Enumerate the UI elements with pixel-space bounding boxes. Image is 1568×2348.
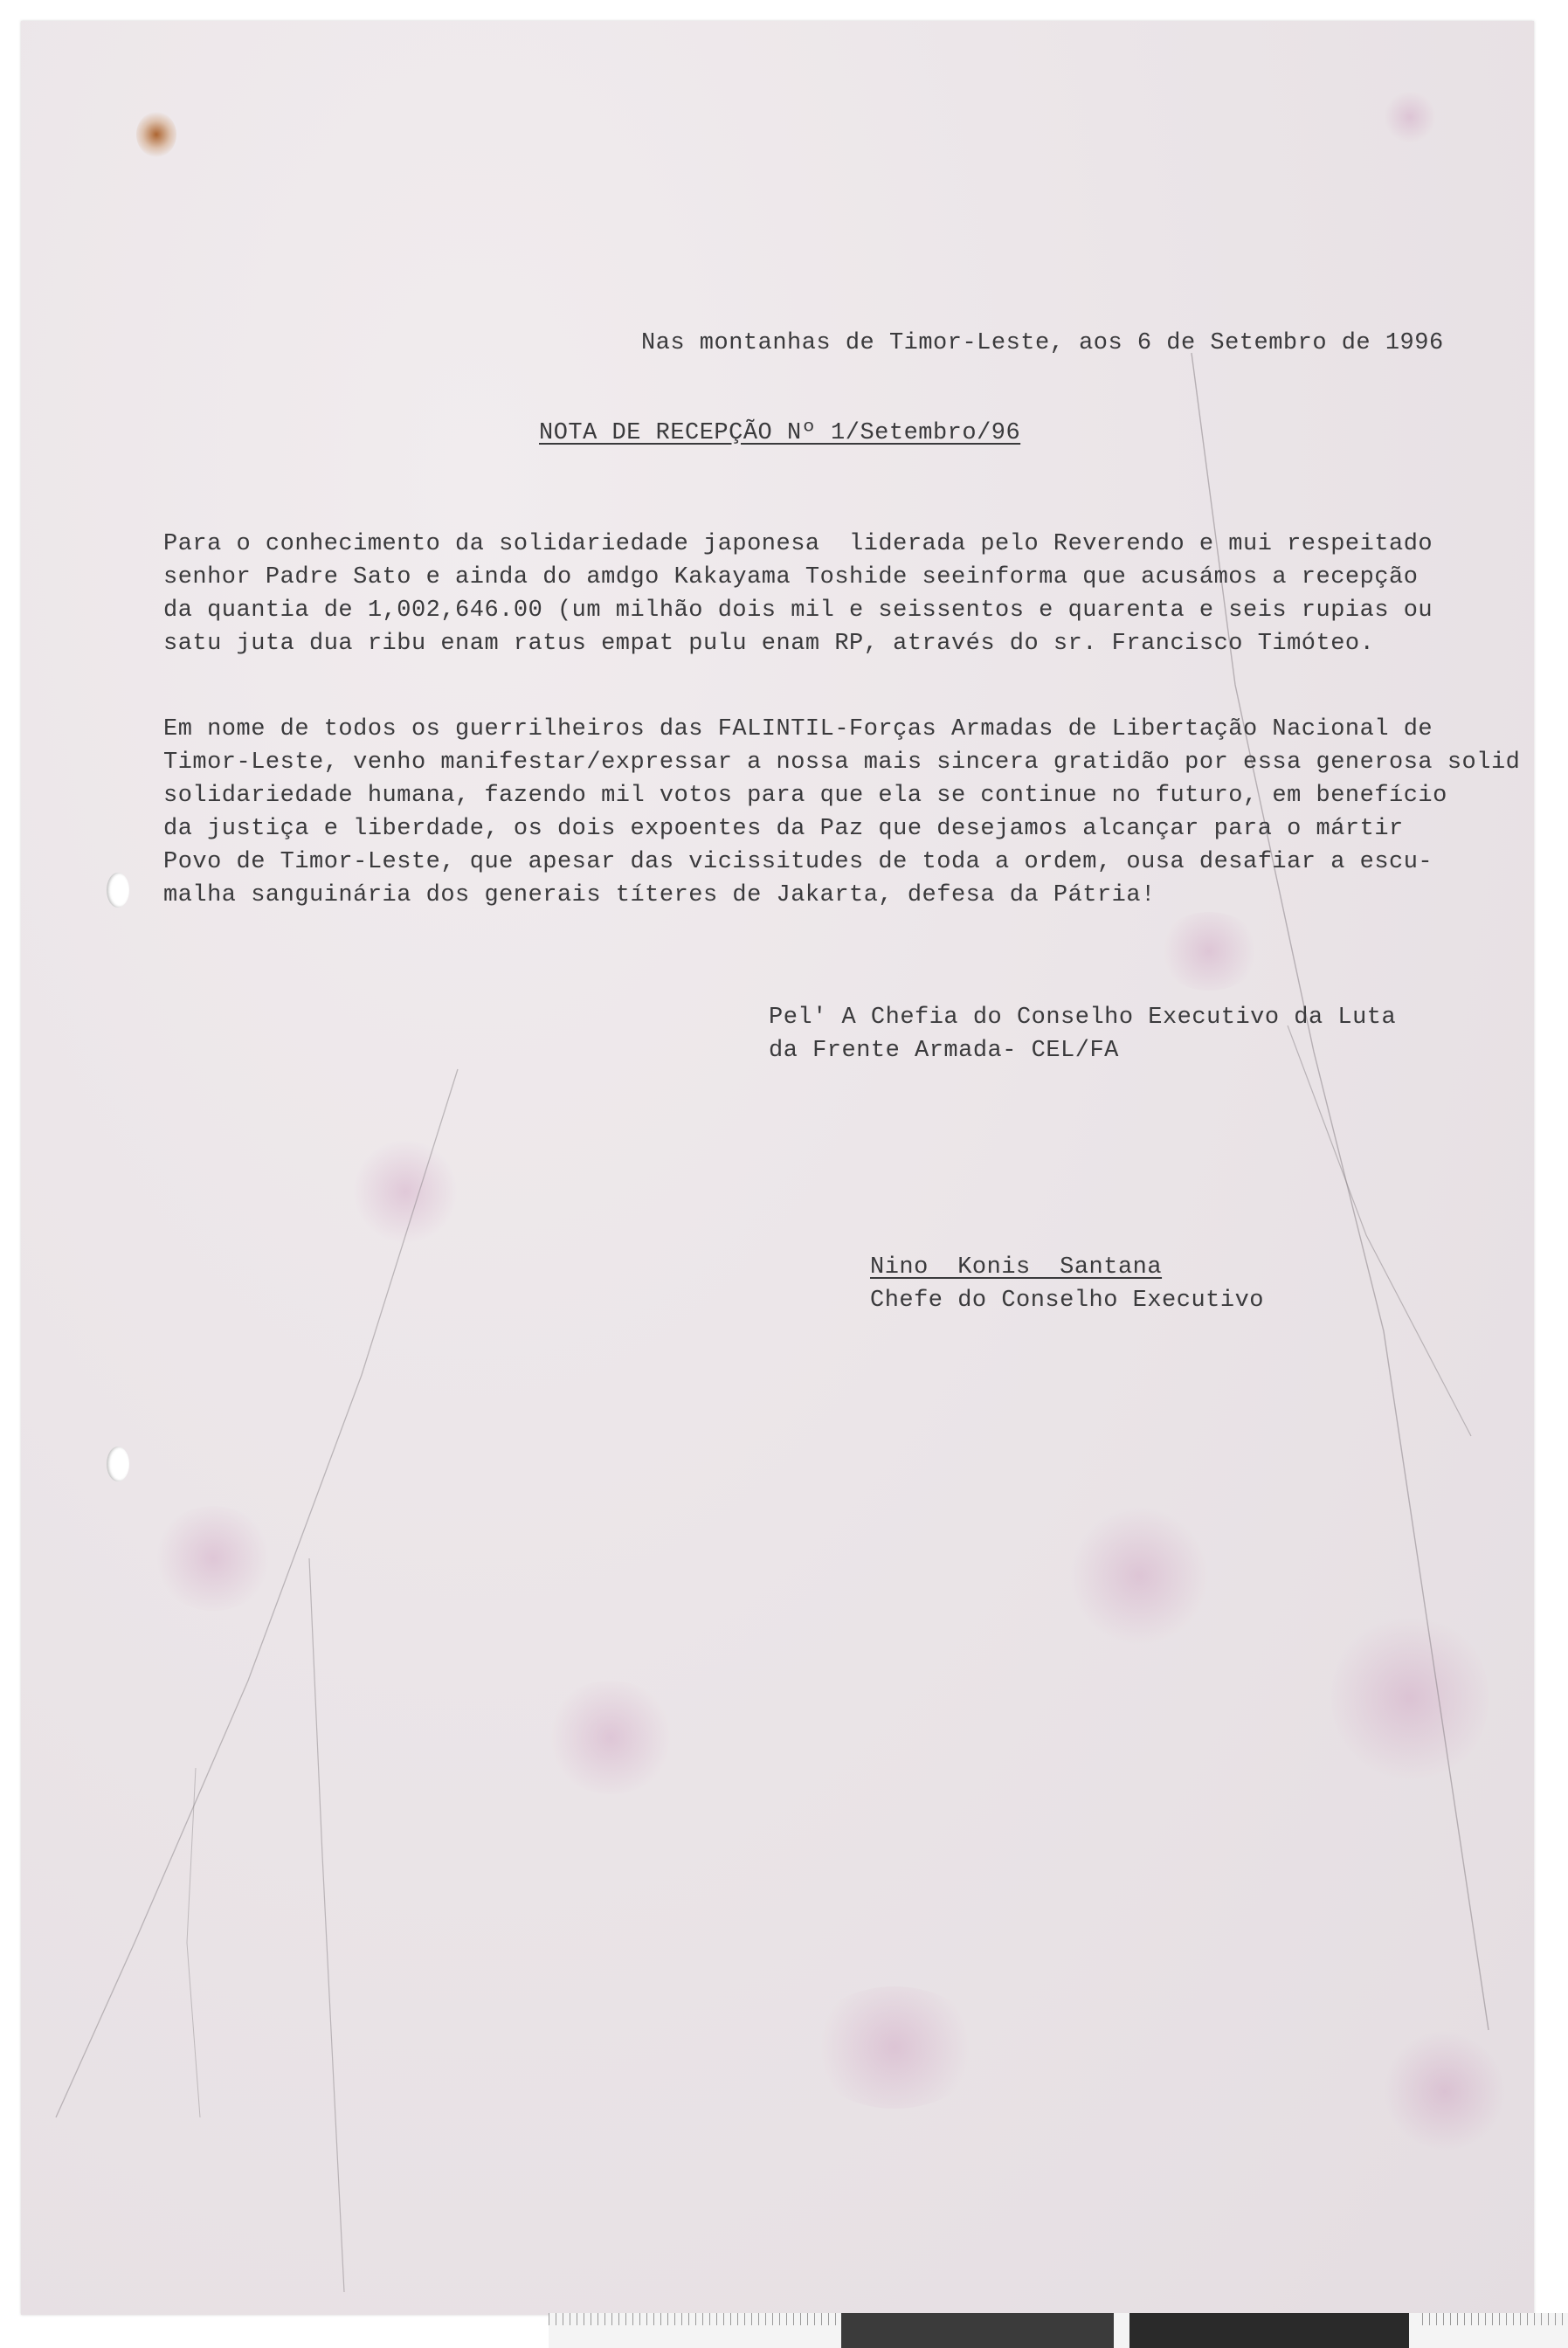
- punch-hole: [107, 1447, 129, 1481]
- text-line: senhor Padre Sato e ainda do amdgo Kakayama Toshide seeinforma que acusámos a recepção: [163, 564, 1419, 590]
- ink-stain: [807, 1986, 982, 2109]
- ink-stain: [1069, 1506, 1209, 1646]
- ruler-ticks: [1422, 2313, 1568, 2325]
- ink-stain: [1331, 1611, 1489, 1785]
- punch-hole: [107, 873, 129, 908]
- ink-stain: [1384, 91, 1436, 143]
- document-page: [21, 21, 1534, 2315]
- document-title: NOTA DE RECEPÇÃO Nº 1/Setembro/96: [539, 420, 1021, 446]
- closing-line: Pel' A Chefia do Conselho Executivo da Luta: [769, 1005, 1397, 1031]
- scale-ruler: [549, 2313, 1568, 2348]
- text-line: Para o conhecimento da solidariedade japonesa liderada pelo Reverendo e mui respeitado: [163, 531, 1433, 557]
- ink-stain: [353, 1139, 458, 1244]
- ink-stain: [545, 1681, 676, 1794]
- ink-stain: [152, 1506, 274, 1611]
- text-line: da justiça e liberdade, os dois expoentes da Paz que desejamos alcançar para o mártir: [163, 816, 1404, 842]
- text-line: solidariedade humana, fazendo mil votos para que ela se continue no futuro, em benefício: [163, 783, 1447, 809]
- text-line: Timor-Leste, venho manifestar/expressar a nossa mais sincera gratidão por essa generosa solid: [163, 749, 1521, 776]
- color-patch: [841, 2313, 1114, 2348]
- text-line: da quantia de 1,002,646.00 (um milhão dois mil e seissentos e quarenta e seis rupias ou: [163, 597, 1433, 624]
- color-patch: [1129, 2313, 1409, 2348]
- text-line: satu juta dua ribu enam ratus empat pulu enam RP, através do sr. Francisco Timóteo.: [163, 631, 1375, 657]
- paper-creases: [21, 21, 1534, 2315]
- signature-title: Chefe do Conselho Executivo: [870, 1288, 1264, 1314]
- text-line: Povo de Timor-Leste, que apesar das vicissitudes de toda a ordem, ousa desafiar a escu-: [163, 849, 1433, 875]
- closing-line: da Frente Armada- CEL/FA: [769, 1038, 1119, 1064]
- ink-stain: [1157, 912, 1261, 991]
- rust-stain: [136, 112, 176, 157]
- dateline: Nas montanhas de Timor-Leste, aos 6 de Setembro de 1996: [641, 330, 1444, 356]
- ink-stain: [1384, 2030, 1506, 2152]
- text-line: malha sanguinária dos generais títeres de Jakarta, defesa da Pátria!: [163, 882, 1156, 908]
- text-line: Em nome de todos os guerrilheiros das FALINTIL-Forças Armadas de Libertação Nacional de: [163, 716, 1433, 742]
- signature-name: Nino Konis Santana: [870, 1254, 1163, 1281]
- ruler-ticks: [549, 2313, 837, 2325]
